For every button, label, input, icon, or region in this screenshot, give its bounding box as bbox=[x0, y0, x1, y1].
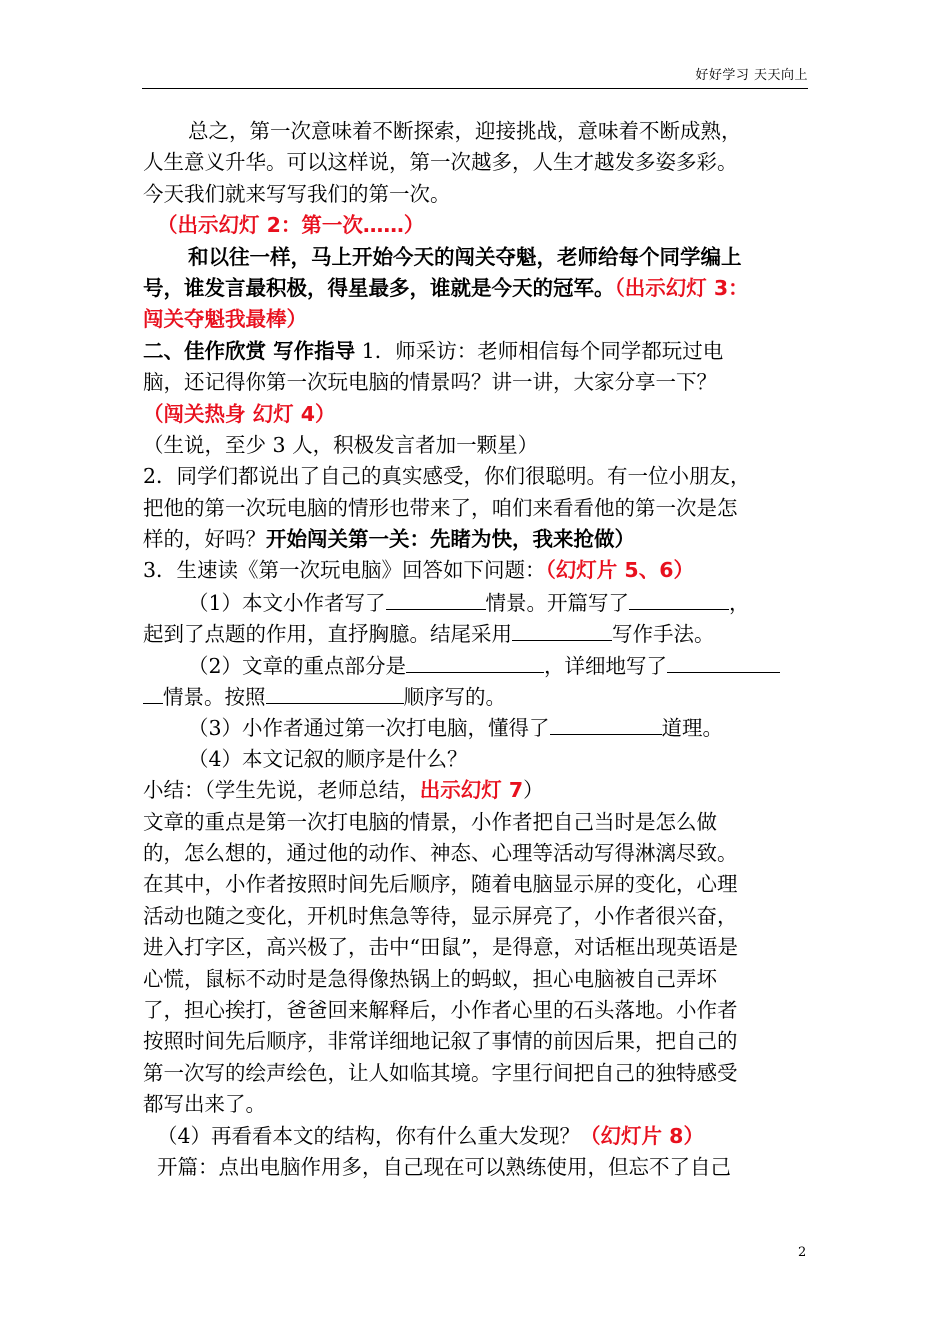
text-span: 起到了点题的作用，直抒胸臆。结尾采用 bbox=[143, 622, 512, 647]
paragraph-line: 在其中，小作者按照时间先后顺序，随着电脑显示屏的变化，心理 bbox=[143, 872, 738, 897]
paragraph-line: 活动也随之变化，开机时焦急等待，显示屏亮了，小作者很兴奋， bbox=[143, 903, 738, 928]
slide-note: （幻灯片 8） bbox=[580, 1123, 704, 1148]
question-line: （4）本文记叙的顺序是什么？ bbox=[188, 746, 468, 771]
header-motto: 好好学习 天天向上 bbox=[695, 68, 808, 83]
text-line: 和以往一样，马上开始今天的闯关夺魁，老师给每个同学编上 bbox=[188, 244, 742, 269]
bold-text: 开始闯关第一关：先睹为快，我来抢做） bbox=[266, 527, 635, 552]
text-span: 道理。 bbox=[661, 716, 724, 741]
paragraph-line: 文章的重点是第一次打电脑的情景，小作者把自己当时是怎么做 bbox=[143, 809, 717, 834]
fill-in-blank bbox=[667, 650, 780, 673]
slide-note: 闯关夺魁我最棒） bbox=[143, 307, 307, 332]
text-span: ， bbox=[729, 590, 750, 615]
text-span: 情景。开篇写了 bbox=[485, 590, 630, 615]
summary-line bbox=[143, 775, 810, 806]
question-line bbox=[143, 681, 810, 712]
text-line: （生说，至少 3 人，积极发言者加一颗星） bbox=[143, 432, 539, 457]
question-line bbox=[143, 650, 810, 681]
text-span: 3．生速读《第一次玩电脑》回答如下问题： bbox=[143, 558, 546, 583]
fill-in-blank bbox=[629, 587, 729, 610]
slide-note: 出示幻灯 7 bbox=[419, 778, 524, 803]
page-number: 2 bbox=[798, 1245, 807, 1260]
section-heading-line bbox=[143, 336, 810, 367]
text-line: 人生意义升华。可以这样说，第一次越多，人生才越发多姿多彩。 bbox=[143, 150, 738, 175]
text-span: 写作手法。 bbox=[612, 622, 715, 647]
paragraph-line: 按照时间先后顺序，非常详细地记叙了事情的前因后果，把自己的 bbox=[143, 1029, 738, 1054]
question-line bbox=[143, 1121, 810, 1152]
document-body bbox=[143, 116, 810, 1183]
text-span: 小结：（学生先说，老师总结， bbox=[143, 778, 420, 803]
question-line bbox=[143, 618, 810, 649]
bold-text: 号，谁发言最积极，得星最多，谁就是今天的冠军。 bbox=[143, 275, 615, 300]
slide-note: （幻灯片 5、6） bbox=[545, 558, 694, 583]
text-span: 顺序写的。 bbox=[403, 685, 506, 710]
text-line: 2．同学们都说出了自己的真实感受，你们很聪明。有一位小朋友， bbox=[143, 464, 751, 489]
paragraph-line: 都写出来了。 bbox=[143, 1092, 266, 1117]
fill-in-blank bbox=[406, 650, 544, 673]
slide-note: （闯关热身 幻灯 4） bbox=[143, 401, 336, 426]
fill-in-blank bbox=[143, 681, 163, 704]
text-span: 1．师采访：老师相信每个同学都玩过电 bbox=[355, 338, 724, 363]
text-line: 总之，第一次意味着不断探索，迎接挑战，意味着不断成熟， bbox=[188, 119, 742, 143]
question-line bbox=[143, 587, 810, 618]
text-line: 把他的第一次玩电脑的情形也带来了，咱们来看看他的第一次是怎 bbox=[143, 495, 738, 520]
paragraph-line: 了，担心挨打，爸爸回来解释后，小作者心里的石头落地。小作者 bbox=[143, 997, 738, 1022]
paragraph-line: 的，怎么想的，通过他的动作、神态、心理等活动写得淋漓尽致。 bbox=[143, 840, 738, 865]
text-span: （1）本文小作者写了 bbox=[188, 590, 386, 615]
text-line bbox=[143, 524, 810, 555]
text-line: 开篇：点出电脑作用多，自己现在可以熟练使用，但忘不了自己 bbox=[157, 1154, 731, 1179]
text-span: （2）文章的重点部分是 bbox=[188, 653, 407, 678]
fill-in-blank bbox=[512, 618, 612, 641]
text-line bbox=[143, 273, 810, 304]
slide-note: （出示幻灯 3： bbox=[614, 275, 749, 300]
page-header bbox=[142, 62, 808, 89]
slide-note: （出示幻灯 2：第一次……） bbox=[157, 213, 425, 238]
section-heading: 二、佳作欣赏 写作指导 bbox=[143, 338, 356, 363]
text-span: （3）小作者通过第一次打电脑，懂得了 bbox=[188, 716, 550, 741]
question-line bbox=[143, 712, 810, 743]
paragraph-line: 进入打字区，高兴极了，击中“田鼠”，是得意，对话框出现英语是 bbox=[143, 935, 738, 960]
text-span: ） bbox=[523, 778, 544, 803]
text-line bbox=[143, 555, 810, 586]
paragraph-line: 第一次写的绘声绘色，让人如临其境。字里行间把自己的独特感受 bbox=[143, 1060, 738, 1085]
text-line: 今天我们就来写写我们的第一次。 bbox=[143, 181, 451, 206]
text-span: 样的，好吗？ bbox=[143, 527, 266, 552]
text-line: 脑，还记得你第一次玩电脑的情景吗？讲一讲，大家分享一下？ bbox=[143, 370, 717, 395]
text-span: ，详细地写了 bbox=[544, 653, 668, 678]
fill-in-blank bbox=[550, 712, 662, 735]
fill-in-blank bbox=[386, 587, 486, 610]
text-span: （4）再看看本文的结构，你有什么重大发现？ bbox=[157, 1123, 581, 1148]
text-span: 情景。按照 bbox=[163, 685, 266, 710]
paragraph-line: 心慌，鼠标不动时是急得像热锅上的蚂蚁，担心电脑被自己弄坏 bbox=[143, 966, 717, 991]
fill-in-blank bbox=[266, 681, 404, 704]
